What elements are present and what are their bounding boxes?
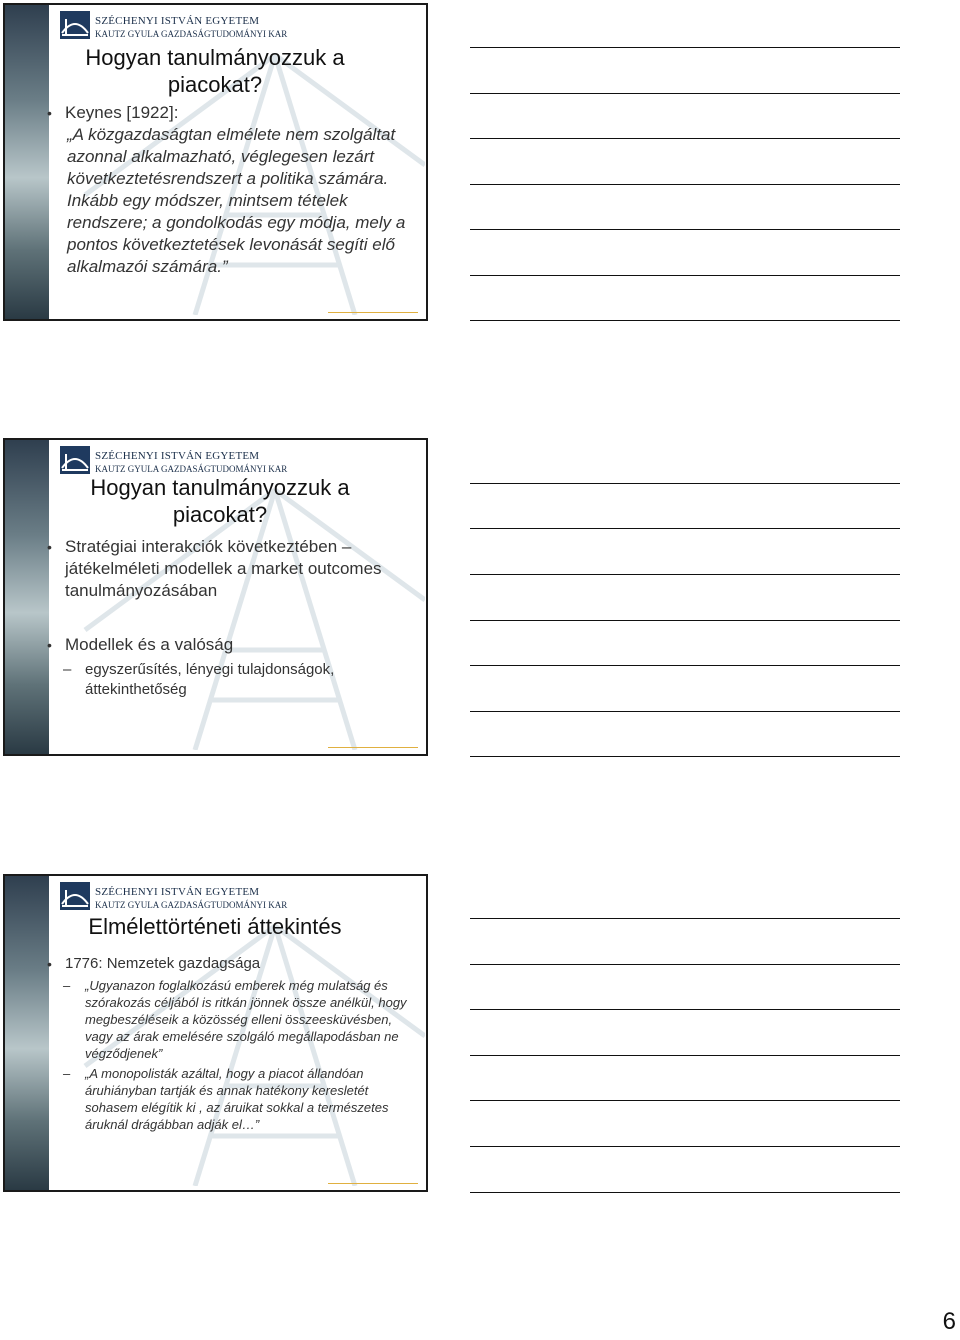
footer-line	[328, 747, 418, 748]
note-line	[470, 1009, 900, 1010]
footer-line	[328, 312, 418, 313]
note-line	[470, 93, 900, 94]
note-line	[470, 1192, 900, 1193]
note-line	[470, 184, 900, 185]
note-line	[470, 1055, 900, 1056]
bullet-item: • Keynes [1922]:	[45, 102, 414, 124]
note-line	[470, 1100, 900, 1101]
note-line	[470, 918, 900, 919]
university-name: SZÉCHENYI ISTVÁN EGYETEM	[95, 450, 260, 462]
note-line	[470, 229, 900, 230]
bullet-item: • 1776: Nemzetek gazdagsága	[45, 954, 414, 974]
slide-2	[3, 438, 428, 756]
bridge-logo-icon	[60, 11, 90, 39]
slide-title: Hogyan tanulmányozzuk a piacokat?	[90, 475, 350, 527]
slide-title: Hogyan tanulmányozzuk a piacokat?	[85, 45, 345, 97]
note-line	[470, 711, 900, 712]
university-name: SZÉCHENYI ISTVÁN EGYETEM	[95, 15, 260, 27]
faculty-name: KAUTZ GYULA GAZDASÁGTUDOMÁNYI KAR	[95, 900, 288, 910]
note-line	[470, 574, 900, 575]
note-line	[470, 138, 900, 139]
faculty-name: KAUTZ GYULA GAZDASÁGTUDOMÁNYI KAR	[95, 29, 288, 39]
note-line	[470, 756, 900, 757]
note-line	[470, 275, 900, 276]
note-line	[470, 620, 900, 621]
university-name: SZÉCHENYI ISTVÁN EGYETEM	[95, 886, 260, 898]
quote-item: – „Ugyanazon foglalkozású emberek még mulatság és szórakozás céljából is ritkán jönnek össze anélkül, hogy megbeszéléseik a közösség elleni összeesküvésben, vagy az árak emelésére szolgáló megállapodásban ne végződjenek”	[45, 977, 414, 1062]
bridge-logo-icon	[60, 446, 90, 474]
note-line	[470, 665, 900, 666]
slide-1	[3, 3, 428, 321]
slide-title: Elmélettörténeti áttekintés	[88, 914, 342, 939]
quote-item: – „A monopolisták azáltal, hogy a piacot állandóan áruhiányban tartják és annak hatékony keresletét sohasem elégítik ki , az áruikat sokkal a természetes áruknál drágábban adják el…”	[45, 1065, 414, 1133]
note-line	[470, 1146, 900, 1147]
slide-content	[45, 954, 414, 1133]
note-line	[470, 483, 900, 484]
bridge-logo-icon	[60, 882, 90, 910]
slide-content	[45, 102, 414, 278]
quote-text: „A közgazdaságtan elmélete nem szolgáltat azonnal alkalmazható, véglegesen lezárt következtetésrendszert a politika számára. Inkább egy módszer, mintsem tételek rendszere; a gondolkodás egy módja, mely a pontos következtetések levonását segíti elő alkalmazói számára.”	[67, 125, 406, 276]
note-line	[470, 964, 900, 965]
faculty-name: KAUTZ GYULA GAZDASÁGTUDOMÁNYI KAR	[95, 464, 288, 474]
sub-bullet-item: – egyszerűsítés, lényegi tulajdonságok, áttekinthetőség	[45, 660, 414, 700]
bullet-item: • Stratégiai interakciók következtében – játékelméleti modellek a market outcomes tanulmányozásában	[45, 536, 414, 602]
note-line	[470, 47, 900, 48]
bullet-item: • Modellek és a valóság	[45, 634, 414, 656]
slide-3	[3, 874, 428, 1192]
page-number: 6	[942, 1308, 956, 1335]
footer-line	[328, 1183, 418, 1184]
note-line	[470, 528, 900, 529]
note-line	[470, 320, 900, 321]
slide-content	[45, 536, 414, 700]
